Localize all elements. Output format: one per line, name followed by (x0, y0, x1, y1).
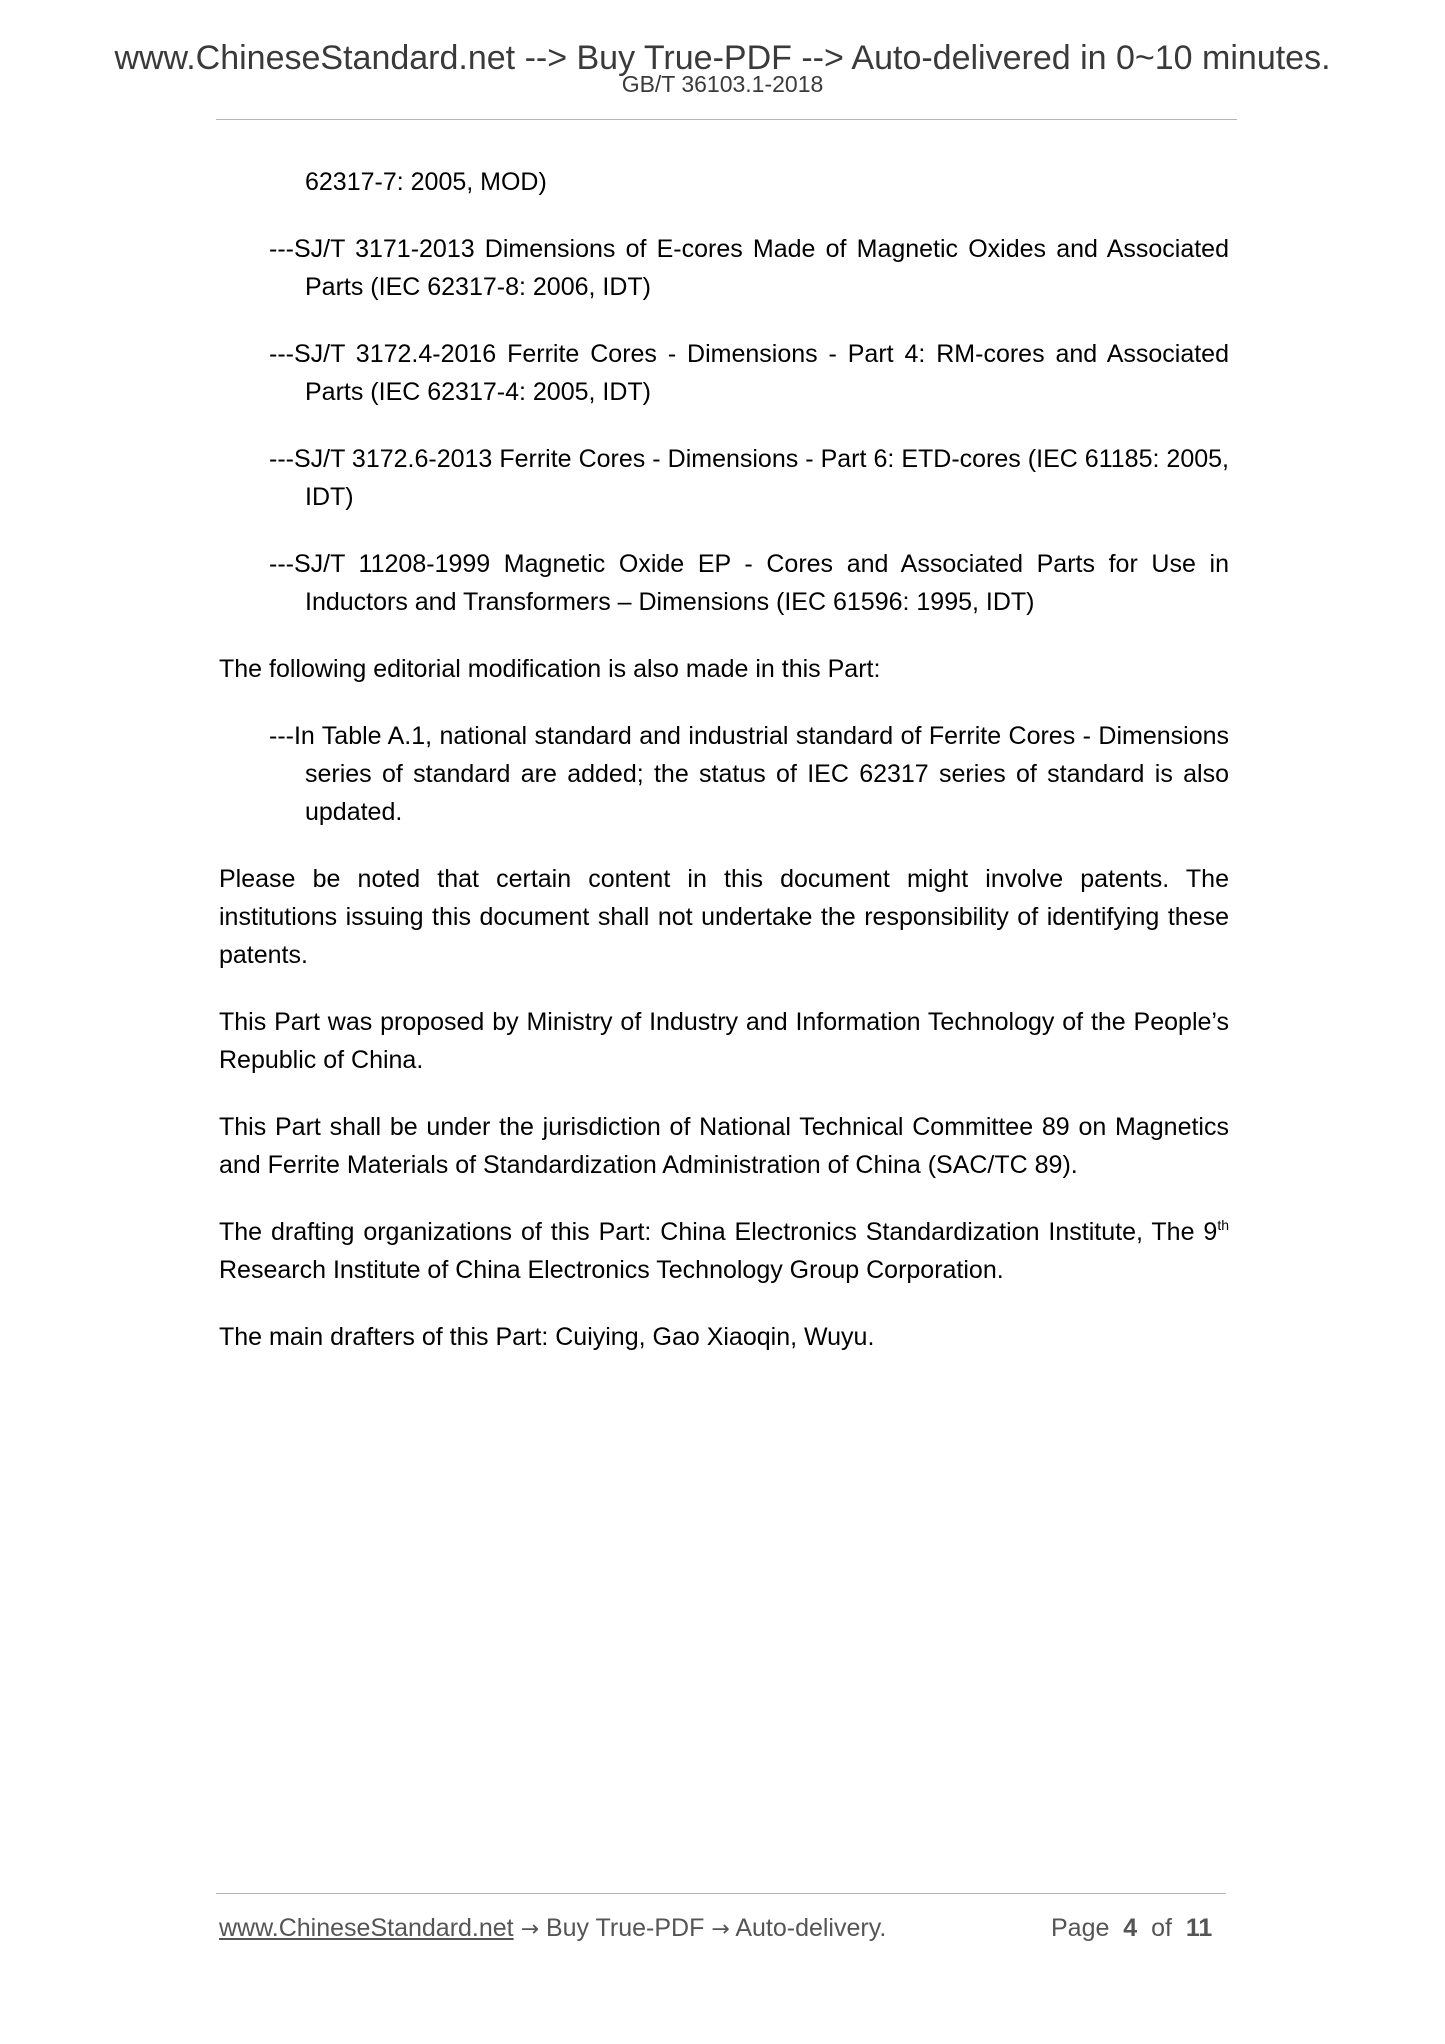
reference-item: ---SJ/T 11208-1999 Magnetic Oxide EP - Cores and Associated Parts for Use in Inductors and Transformers – Dimensions (IEC 61596: 1995, IDT) (269, 550, 1229, 616)
page-footer (219, 1911, 1229, 1947)
footer-buy-text: Buy True-PDF (545, 1914, 705, 1942)
right-arrow-icon: → (711, 1917, 730, 1942)
page-total: 11 (1185, 1914, 1213, 1942)
reference-item: ---SJ/T 3172.4-2016 Ferrite Cores - Dimensions - Part 4: RM-cores and Associated Parts (IEC 62317-4: 2005, IDT) (269, 340, 1229, 406)
editorial-item: ---In Table A.1, national standard and industrial standard of Ferrite Cores - Dimensions series of standard are added; the status of IEC 62317 series of standard is also updated. (269, 722, 1229, 826)
reference-item: ---SJ/T 3172.6-2013 Ferrite Cores - Dimensions - Part 6: ETD-cores (IEC 61185: 2005, IDT) (269, 445, 1229, 511)
drafting-orgs-text-rest: Research Institute of China Electronics Technology Group Corporation. (219, 1256, 1004, 1284)
editorial-intro: The following editorial modification is also made in this Part: (219, 655, 881, 683)
jurisdiction-paragraph: This Part shall be under the jurisdiction of National Technical Committee 89 on Magnetics and Ferrite Materials of Standardization Administration of China (SAC/TC 89). (219, 1113, 1229, 1179)
drafting-orgs-text: The drafting organizations of this Part: China Electronics Standardization Institute, The 9 (219, 1218, 1218, 1246)
right-arrow-icon: → (520, 1917, 540, 1942)
page-label: Page (1051, 1914, 1110, 1942)
page-of-label: of (1151, 1914, 1172, 1942)
document-body (219, 163, 1229, 1385)
header-divider (216, 119, 1237, 120)
reference-item: ---SJ/T 3171-2013 Dimensions of E-cores Made of Magnetic Oxides and Associated Parts (IEC 62317-8: 2006, IDT) (269, 235, 1229, 301)
drafters-paragraph: The main drafters of this Part: Cuiying, Gao Xiaoqin, Wuyu. (219, 1323, 875, 1351)
proposed-by-paragraph: This Part was proposed by Ministry of Industry and Information Technology of the People’s Republic of China. (219, 1008, 1229, 1074)
page-current: 4 (1123, 1914, 1138, 1942)
footer-website-link[interactable]: www.ChineseStandard.net (219, 1914, 514, 1942)
document-code: GB/T 36103.1-2018 (621, 71, 824, 97)
drafting-organizations-paragraph (219, 1213, 1229, 1289)
patents-paragraph: Please be noted that certain content in this document might involve patents. The institutions issuing this document shall not undertake the responsibility of identifying these patents. (219, 865, 1229, 969)
ordinal-suffix: th (1217, 1217, 1229, 1233)
page-indicator (1051, 1911, 1212, 1945)
continuation-line: 62317-7: 2005, MOD) (305, 168, 547, 196)
footer-delivery-text: Auto-delivery. (735, 1914, 887, 1942)
header-banner: www.ChineseStandard.net --> Buy True-PDF --> Auto-delivered in 0~10 minutes. (114, 39, 1331, 77)
footer-divider (216, 1893, 1226, 1894)
